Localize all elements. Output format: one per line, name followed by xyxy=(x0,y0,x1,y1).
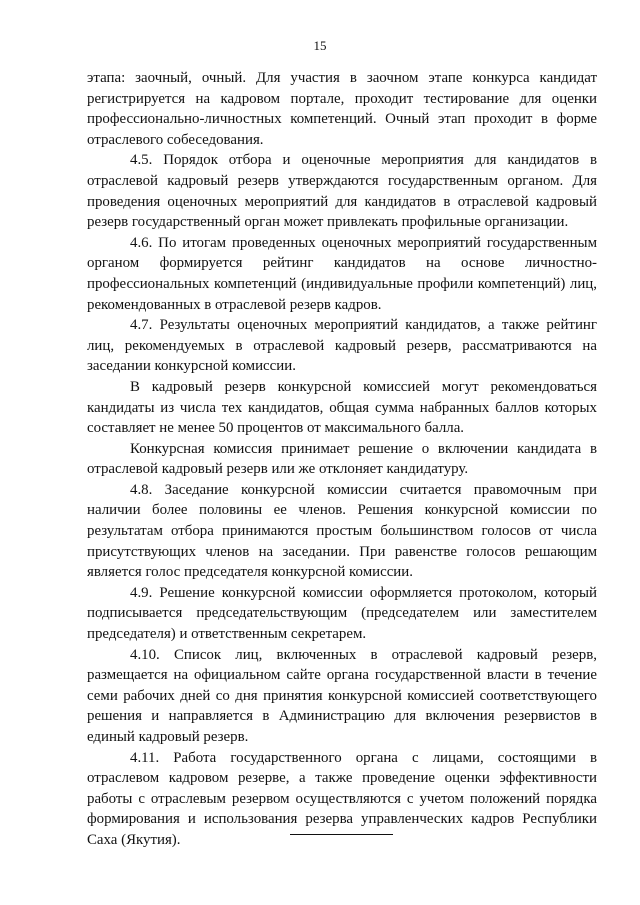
paragraph-4-7: 4.7. Результаты оценочных мероприятий кандидатов, а также рейтинг лиц, рекомендуемых в отраслевой кадровый резерв, рассматриваются на заседании конкурсной комиссии. xyxy=(87,317,597,375)
document-body xyxy=(87,68,597,851)
page-number: 15 xyxy=(313,38,327,53)
paragraph-continuation: этапа: заочный, очный. Для участия в заочном этапе конкурса кандидат регистрируется на кадровом портале, проходит тестирование для оценки профессионально-личностных компетенций. Очный этап проходит в форме отраслевого собеседования. xyxy=(87,70,597,148)
paragraph-4-5: 4.5. Порядок отбора и оценочные мероприятия для кандидатов в отраслевой кадровый резерв утверждаются государственным органом. Для проведения оценочных мероприятий для кандидатов в отраслевой кадровый резерв государственный орган может привлекать профильные организации. xyxy=(87,152,597,231)
paragraph-4-8: 4.8. Заседание конкурсной комиссии считается правомочным при наличии более половины ее членов. Решения конкурсной комиссии по результатам отбора принимаются простым большинством голосов от числа присутствующих членов на заседании. При равенстве голосов решающим является голос председателя конкурсной комиссии. xyxy=(87,481,597,581)
paragraph-4-11: 4.11. Работа государственного органа с лицами, состоящими в отраслевом кадровом резерве, а также проведение оценки эффективности работы с отраслевым резервом осуществляются с учетом положений порядка формирования и использования резерва управленческих кадров Республики Саха (Якутия). xyxy=(87,749,597,848)
paragraph-4-10: 4.10. Список лиц, включенных в отраслевой кадровый резерв, размещается на официальном сайте органа государственной власти в течение семи рабочих дней со дня принятия конкурсной комиссией соответствующего решения и направляется в Администрацию для включения резервистов в единый кадровый резерв. xyxy=(87,646,597,745)
paragraph-commission-decision: Конкурсная комиссия принимает решение о включении кандидата в отраслевой кадровый резерв или же отклоняет кандидатуру. xyxy=(87,440,597,478)
paragraph-4-6: 4.6. По итогам проведенных оценочных мероприятий государственным органом формируется рейтинг кандидатов на основе личностно-профессиональных компетенций (индивидуальные профили компетенций) лиц, рекомендованных в отраслевой резерв кадров. xyxy=(87,234,597,313)
paragraph-reserve-recommendation: В кадровый резерв конкурсной комиссией могут рекомендоваться кандидаты из числа тех кандидатов, общая сумма набранных баллов которых составляет не менее 50 процентов от максимального балла. xyxy=(87,378,597,437)
paragraph-4-9: 4.9. Решение конкурсной комиссии оформляется протоколом, который подписывается председательствующим (председателем или заместителем председателя) и ответственным секретарем. xyxy=(87,584,597,643)
closing-rule xyxy=(290,834,393,835)
